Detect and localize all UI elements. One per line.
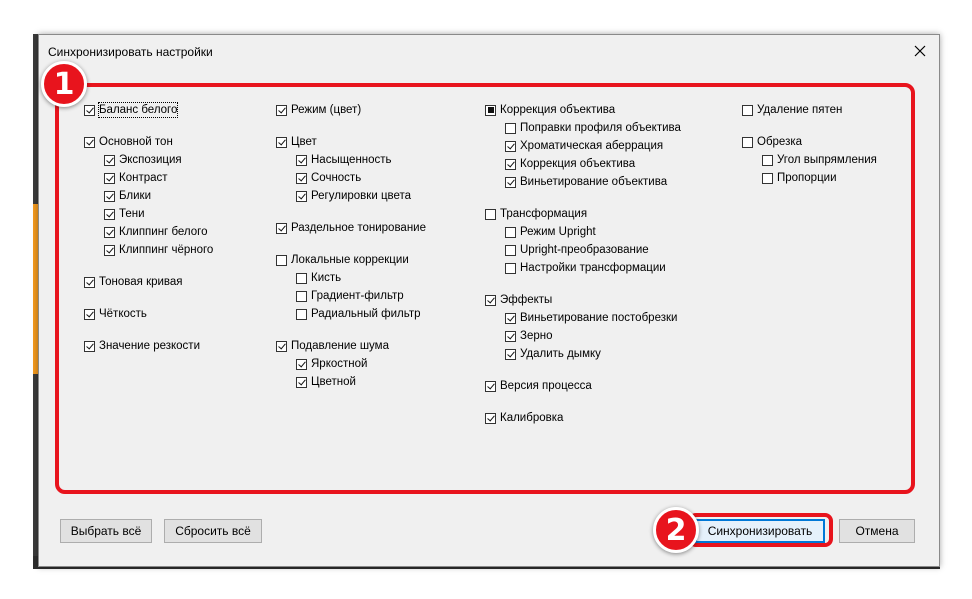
setting-checkbox-label: Коррекция объектива bbox=[520, 158, 636, 170]
setting-checkbox-row[interactable] bbox=[104, 242, 213, 258]
dialog-title: Синхронизировать настройки bbox=[48, 45, 213, 59]
checkbox-checked[interactable] bbox=[84, 137, 95, 148]
checkbox-checked[interactable] bbox=[84, 277, 95, 288]
setting-checkbox-row[interactable] bbox=[296, 152, 392, 168]
setting-checkbox-label: Цвет bbox=[291, 136, 317, 148]
setting-checkbox-row[interactable] bbox=[296, 288, 404, 304]
close-button[interactable] bbox=[905, 38, 935, 64]
checkbox-unchecked[interactable] bbox=[762, 173, 773, 184]
setting-checkbox-row[interactable] bbox=[485, 102, 615, 118]
checkbox-checked[interactable] bbox=[505, 141, 516, 152]
setting-checkbox-label: Виньетирование постобрезки bbox=[520, 312, 678, 324]
setting-checkbox-label: Настройки трансформации bbox=[520, 262, 666, 274]
setting-checkbox-label: Баланс белого bbox=[99, 104, 178, 116]
checkbox-checked[interactable] bbox=[84, 105, 95, 116]
setting-checkbox-label: Локальные коррекции bbox=[291, 254, 409, 266]
checkbox-checked[interactable] bbox=[485, 295, 496, 306]
setting-checkbox-row[interactable] bbox=[84, 102, 177, 118]
setting-checkbox-row[interactable] bbox=[104, 170, 168, 186]
setting-checkbox-row[interactable] bbox=[505, 310, 677, 326]
checkbox-checked[interactable] bbox=[276, 341, 287, 352]
checkbox-unchecked[interactable] bbox=[505, 123, 516, 134]
checkbox-checked[interactable] bbox=[296, 377, 307, 388]
setting-checkbox-row[interactable] bbox=[505, 138, 663, 154]
checkbox-unchecked[interactable] bbox=[485, 209, 496, 220]
checkbox-unchecked[interactable] bbox=[276, 255, 287, 266]
checkbox-checked[interactable] bbox=[485, 381, 496, 392]
setting-checkbox-row[interactable] bbox=[276, 102, 361, 118]
setting-checkbox-row[interactable] bbox=[296, 306, 421, 322]
checkbox-checked[interactable] bbox=[505, 313, 516, 324]
checkbox-checked[interactable] bbox=[296, 155, 307, 166]
setting-checkbox-label: Режим Upright bbox=[520, 226, 596, 238]
setting-checkbox-row[interactable] bbox=[104, 188, 151, 204]
setting-checkbox-row[interactable] bbox=[485, 410, 563, 426]
checkbox-checked[interactable] bbox=[104, 155, 115, 166]
setting-checkbox-row[interactable] bbox=[276, 220, 426, 236]
setting-checkbox-label: Удаление пятен bbox=[757, 104, 843, 116]
checkbox-checked[interactable] bbox=[276, 137, 287, 148]
cancel-button[interactable]: Отмена bbox=[839, 519, 915, 543]
checkbox-unchecked[interactable] bbox=[505, 245, 516, 256]
checkbox-checked[interactable] bbox=[485, 413, 496, 424]
setting-checkbox-label: Зерно bbox=[520, 330, 553, 342]
checkbox-unchecked[interactable] bbox=[762, 155, 773, 166]
setting-checkbox-row[interactable] bbox=[84, 274, 183, 290]
checkbox-unchecked[interactable] bbox=[296, 273, 307, 284]
select-all-button[interactable]: Выбрать всё bbox=[60, 519, 152, 543]
setting-checkbox-row[interactable] bbox=[505, 242, 649, 258]
setting-checkbox-row[interactable] bbox=[104, 152, 182, 168]
setting-checkbox-label: Яркостной bbox=[311, 358, 368, 370]
checkbox-unchecked[interactable] bbox=[505, 227, 516, 238]
setting-checkbox-label: Поправки профиля объектива bbox=[520, 122, 681, 134]
checkbox-checked[interactable] bbox=[84, 341, 95, 352]
setting-checkbox-label: Насыщенность bbox=[311, 154, 392, 166]
setting-checkbox-row[interactable] bbox=[485, 378, 592, 394]
setting-checkbox-row[interactable] bbox=[276, 338, 389, 354]
setting-checkbox-row[interactable] bbox=[762, 170, 837, 186]
checkbox-checked[interactable] bbox=[505, 349, 516, 360]
setting-checkbox-row[interactable] bbox=[505, 120, 681, 136]
setting-checkbox-row[interactable] bbox=[276, 134, 317, 150]
setting-checkbox-label: Коррекция объектива bbox=[500, 104, 616, 116]
checkbox-checked[interactable] bbox=[104, 191, 115, 202]
setting-checkbox-row[interactable] bbox=[296, 374, 356, 390]
setting-checkbox-label: Виньетирование объектива bbox=[520, 176, 668, 188]
setting-checkbox-row[interactable] bbox=[296, 170, 361, 186]
setting-checkbox-label: Градиент-фильтр bbox=[311, 290, 404, 302]
setting-checkbox-row[interactable] bbox=[296, 188, 411, 204]
setting-checkbox-label: Удалить дымку bbox=[520, 348, 601, 360]
step-marker-2: 2 bbox=[653, 507, 699, 553]
setting-checkbox-label: Пропорции bbox=[777, 172, 837, 184]
setting-checkbox-label: Блики bbox=[119, 190, 152, 202]
setting-checkbox-row[interactable] bbox=[104, 224, 208, 240]
setting-checkbox-row[interactable] bbox=[276, 252, 409, 268]
setting-checkbox-label: Кисть bbox=[311, 272, 342, 284]
checkbox-checked[interactable] bbox=[276, 223, 287, 234]
setting-checkbox-label: Калибровка bbox=[500, 412, 564, 424]
setting-checkbox-label: Тоновая кривая bbox=[99, 276, 183, 288]
checkbox-unchecked[interactable] bbox=[296, 309, 307, 320]
checkbox-checked[interactable] bbox=[84, 309, 95, 320]
setting-checkbox-row[interactable] bbox=[505, 156, 635, 172]
setting-checkbox-label: Эффекты bbox=[500, 294, 553, 306]
setting-checkbox-label: Основной тон bbox=[99, 136, 173, 148]
setting-checkbox-label: Клиппинг белого bbox=[119, 226, 208, 238]
setting-checkbox-row[interactable] bbox=[104, 206, 145, 222]
setting-checkbox-label: Версия процесса bbox=[500, 380, 592, 392]
setting-checkbox-row[interactable] bbox=[505, 328, 552, 344]
checkbox-checked[interactable] bbox=[505, 177, 516, 188]
checkbox-checked[interactable] bbox=[296, 173, 307, 184]
setting-checkbox-label: Цветной bbox=[311, 376, 356, 388]
checkbox-checked[interactable] bbox=[104, 245, 115, 256]
setting-checkbox-row[interactable] bbox=[505, 260, 666, 276]
setting-checkbox-row[interactable] bbox=[742, 102, 842, 118]
setting-checkbox-label: Upright-преобразование bbox=[520, 244, 649, 256]
setting-checkbox-row[interactable] bbox=[742, 134, 802, 150]
synchronize-button[interactable]: Синхронизировать bbox=[695, 519, 825, 543]
setting-checkbox-label: Обрезка bbox=[757, 136, 803, 148]
setting-checkbox-row[interactable] bbox=[84, 134, 173, 150]
checkbox-checked[interactable] bbox=[104, 227, 115, 238]
setting-checkbox-label: Радиальный фильтр bbox=[311, 308, 421, 320]
setting-checkbox-label: Значение резкости bbox=[99, 340, 201, 352]
setting-checkbox-label: Чёткость bbox=[99, 308, 147, 320]
setting-checkbox-label: Режим (цвет) bbox=[291, 104, 362, 116]
checkbox-checked[interactable] bbox=[276, 105, 287, 116]
setting-checkbox-row[interactable] bbox=[505, 224, 596, 240]
setting-checkbox-row[interactable] bbox=[84, 338, 200, 354]
sync-settings-dialog bbox=[38, 34, 940, 567]
checkbox-checked[interactable] bbox=[505, 331, 516, 342]
setting-checkbox-row[interactable] bbox=[505, 174, 667, 190]
setting-checkbox-row[interactable] bbox=[296, 270, 341, 286]
setting-checkbox-label: Тени bbox=[119, 208, 145, 220]
checkbox-unchecked[interactable] bbox=[505, 263, 516, 274]
setting-checkbox-row[interactable] bbox=[762, 152, 877, 168]
checkbox-checked[interactable] bbox=[296, 359, 307, 370]
checkbox-checked[interactable] bbox=[296, 191, 307, 202]
setting-checkbox-label: Раздельное тонирование bbox=[291, 222, 426, 234]
setting-checkbox-label: Экспозиция bbox=[119, 154, 182, 166]
setting-checkbox-row[interactable] bbox=[485, 206, 587, 222]
checkbox-checked[interactable] bbox=[505, 159, 516, 170]
step-marker-1: 1 bbox=[41, 61, 87, 107]
checkbox-unchecked[interactable] bbox=[742, 105, 753, 116]
checkbox-checked[interactable] bbox=[104, 173, 115, 184]
setting-checkbox-label: Угол выпрямления bbox=[777, 154, 877, 166]
setting-checkbox-row[interactable] bbox=[296, 356, 367, 372]
setting-checkbox-label: Подавление шума bbox=[291, 340, 389, 352]
checkbox-indeterminate[interactable] bbox=[485, 105, 496, 116]
reset-all-button[interactable]: Сбросить всё bbox=[164, 519, 262, 543]
setting-checkbox-label: Хроматическая аберрация bbox=[520, 140, 664, 152]
setting-checkbox-row[interactable] bbox=[84, 306, 147, 322]
checkbox-unchecked[interactable] bbox=[742, 137, 753, 148]
checkbox-checked[interactable] bbox=[104, 209, 115, 220]
setting-checkbox-row[interactable] bbox=[485, 292, 552, 308]
setting-checkbox-row[interactable] bbox=[505, 346, 601, 362]
setting-checkbox-label: Контраст bbox=[119, 172, 168, 184]
setting-checkbox-label: Сочность bbox=[311, 172, 362, 184]
close-icon bbox=[914, 45, 926, 57]
setting-checkbox-label: Трансформация bbox=[500, 208, 588, 220]
setting-checkbox-label: Регулировки цвета bbox=[311, 190, 412, 202]
setting-checkbox-label: Клиппинг чёрного bbox=[119, 244, 214, 256]
checkbox-unchecked[interactable] bbox=[296, 291, 307, 302]
